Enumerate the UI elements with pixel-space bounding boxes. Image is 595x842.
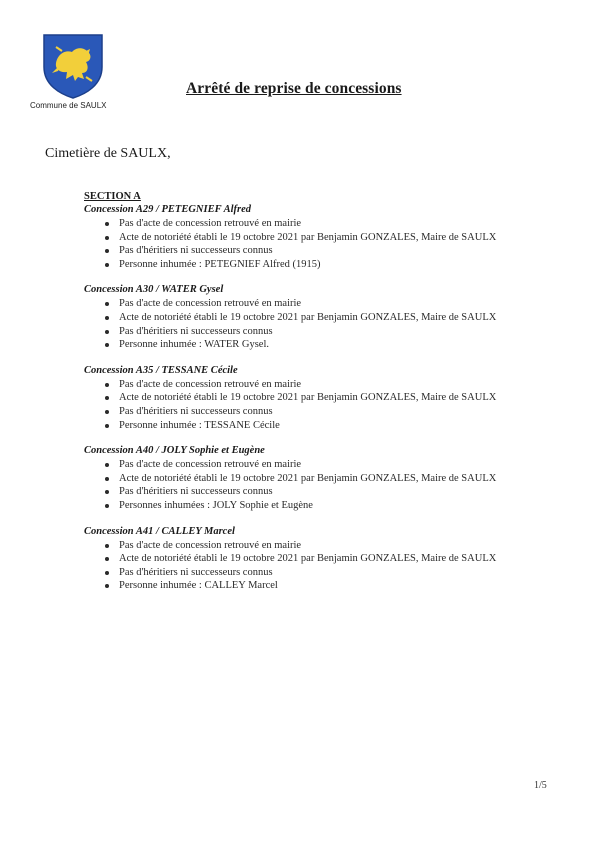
list-item: Pas d'acte de concession retrouvé en mairie [84, 297, 514, 311]
list-item: Personne inhumée : WATER Gysel. [84, 338, 514, 352]
concession-details-list [84, 458, 514, 512]
list-item: Personne inhumée : CALLEY Marcel [84, 579, 514, 593]
concession-details-list [84, 539, 514, 593]
list-item: Acte de notoriété établi le 19 octobre 2021 par Benjamin GONZALES, Maire de SAULX [84, 231, 514, 245]
commune-coat-of-arms-logo [42, 33, 104, 99]
list-item: Acte de notoriété établi le 19 octobre 2021 par Benjamin GONZALES, Maire de SAULX [84, 472, 514, 486]
list-item: Pas d'acte de concession retrouvé en mairie [84, 458, 514, 472]
concession-title: Concession A41 / CALLEY Marcel [84, 525, 235, 537]
concession-block [84, 283, 514, 351]
concession-details-list [84, 217, 514, 271]
list-item: Pas d'héritiers ni successeurs connus [84, 405, 514, 419]
list-item: Pas d'acte de concession retrouvé en mairie [84, 539, 514, 553]
list-item: Pas d'héritiers ni successeurs connus [84, 325, 514, 339]
list-item: Pas d'acte de concession retrouvé en mairie [84, 217, 514, 231]
concession-block [84, 203, 514, 271]
list-item: Acte de notoriété établi le 19 octobre 2021 par Benjamin GONZALES, Maire de SAULX [84, 391, 514, 405]
concession-block [84, 525, 514, 593]
list-item: Personnes inhumées : JOLY Sophie et Eugène [84, 499, 514, 513]
list-item: Pas d'héritiers ni successeurs connus [84, 485, 514, 499]
concession-details-list [84, 297, 514, 351]
list-item: Pas d'héritiers ni successeurs connus [84, 244, 514, 258]
commune-label: Commune de SAULX [30, 101, 107, 110]
cemetery-name: Cimetière de SAULX, [45, 146, 171, 161]
section-heading: SECTION A [84, 191, 141, 202]
concession-title: Concession A35 / TESSANE Cécile [84, 364, 238, 376]
page-number: 1/5 [534, 780, 547, 791]
concession-block [84, 444, 514, 512]
concession-title: Concession A30 / WATER Gysel [84, 284, 224, 296]
document-body [84, 191, 514, 605]
list-item: Personne inhumée : TESSANE Cécile [84, 419, 514, 433]
concession-details-list [84, 378, 514, 432]
concession-title: Concession A40 / JOLY Sophie et Eugène [84, 445, 265, 457]
document-title: Arrêté de reprise de concessions [186, 80, 402, 97]
concession-title: Concession A29 / PETEGNIEF Alfred [84, 204, 252, 215]
list-item: Personne inhumée : PETEGNIEF Alfred (1915) [84, 258, 514, 272]
list-item: Acte de notoriété établi le 19 octobre 2021 par Benjamin GONZALES, Maire de SAULX [84, 311, 514, 325]
list-item: Pas d'héritiers ni successeurs connus [84, 566, 514, 580]
concession-block [84, 364, 514, 432]
list-item: Acte de notoriété établi le 19 octobre 2021 par Benjamin GONZALES, Maire de SAULX [84, 552, 514, 566]
list-item: Pas d'acte de concession retrouvé en mairie [84, 378, 514, 392]
